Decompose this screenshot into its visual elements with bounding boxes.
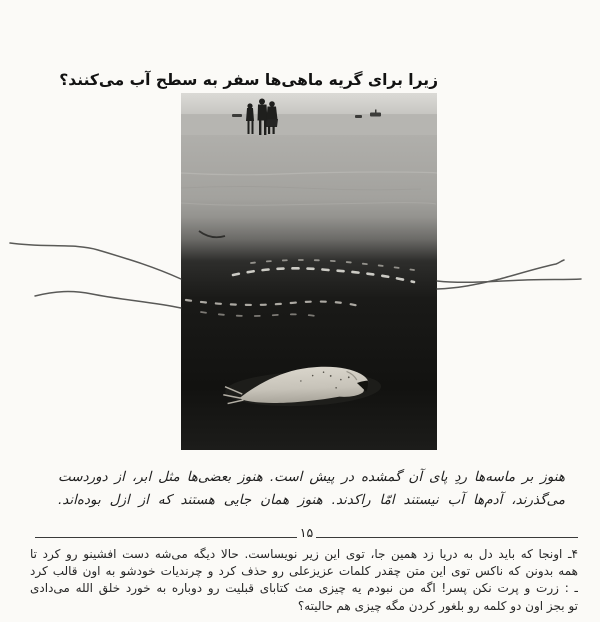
divider-rule-right [316,537,578,538]
footnote-line: ـ : زرت و پرت نکن پسر! اگه من نبودم یه چیزی مث کتابای قبلیت رو دوباره به خورد خلق الله می‌دادی [30,581,578,596]
wave-line-right-flat [437,279,581,282]
footnote-line: تو بجز اون دو کلمه رو بلغور کردن مگه چیزی هم حالیته؟ [297,598,578,613]
page-title: زیرا برای گریه ماهی‌ها سفر به سطح آب می‌کنند؟ [59,71,438,89]
page-number-divider [35,524,578,540]
body-text [58,466,565,511]
photo-artwork [181,93,437,450]
wave-line-right-rising [437,260,564,289]
body-text-line: می‌گذرند، آدم‌ها آب نیستند امّا راکدند. هنوز همان جایی هستند که از ازل بوده‌اند. [58,491,565,508]
footnote-line: ۴ـ اونجا که باید دل به دریا زد همین جا، توی این زیر نویساست. حالا دیگه می‌شه دست افشینو رو کرد تا [30,547,578,561]
wave-line-left-lower [35,292,181,308]
page-number: ۱۵ [299,525,314,540]
divider-rule-left [35,537,297,538]
footnote-line: همه بدونن که ناکس توی این متن چقدر کلمات عزیزعلی رو حذف کرد و چرندیات خودشو به اون قالب کرد [30,564,578,579]
body-text-line: هنوز بر ماسه‌ها ردِ پای آن گمشده در پیش است. هنوز بعضی‌ها مثل ابر، از دوردست [58,469,565,485]
sea-strip [181,115,437,135]
beach-and-dead-fish-photo [181,93,437,450]
footnote [30,546,578,615]
wave-line-left-upper [10,243,181,279]
